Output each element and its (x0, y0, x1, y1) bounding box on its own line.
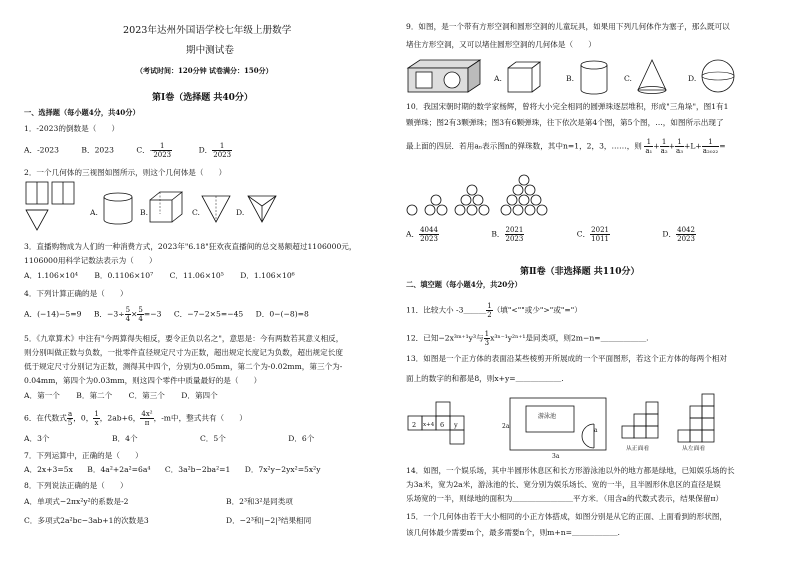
q2-three-views (24, 180, 84, 240)
question-14-line3: 乐场宽的一半，则绿地的面积为＿＿＿＿＿＿＿＿平方米．（用含a的代数式表示，结果保留π） (406, 494, 724, 503)
part1-heading: 第Ⅰ卷（选择题 共40分） (152, 93, 253, 103)
exam-subtitle: 期中测试卷 (186, 45, 234, 56)
q5-options: A．第一个 B．第二个 C．第三个 D．第四个 (24, 391, 218, 400)
question-15-line2: 该几何体最少需要m个，最多需要n个，则m+n=＿＿＿＿＿＿. (406, 528, 620, 537)
exam-info: （考试时间：120分钟 试卷满分：150分） (136, 66, 273, 75)
cube-icon (506, 60, 546, 94)
q13-cube-net (406, 398, 496, 452)
q8-option-a: A．单项式−2πx²y²的系数是-2 (24, 497, 129, 506)
question-12: 12．已知−2x³ᵐ⁺¹y³与 $\frac{1}{3}$ x³ⁿ⁻¹y²ⁿ⁺¹是同类项，则2m−n=＿＿＿＿＿＿. (406, 330, 649, 347)
q9-option-a: A. (494, 74, 502, 83)
q2-option-c: C. (192, 208, 200, 217)
q1-options: A．-2023 B．2023 C．- $\frac{1}{2023}$ D． $\frac{1}{2023}$ (24, 142, 232, 159)
question-1: 1．-2023的倒数是（ ） (24, 124, 120, 133)
dim-2a: 2a (502, 423, 510, 430)
q2-option-d: D. (236, 208, 245, 217)
pool-label: 游泳池 (538, 413, 557, 420)
question-13-line1: 13．如图是一个正方体的表面沿某些棱剪开所展成的一个平面图形，若这个正方体的每两个相对 (406, 354, 728, 363)
q10-options: A． $\frac{4044}{2023}$ B． $\frac{2021}{2023}$ C． $\frac{2021}{1011}$ D． $\frac{4042}{2023}$ (406, 226, 695, 243)
question-14-line1: 14．如图，一个娱乐场，其中半圆形休息区和长方形游泳池以外的地方都是绿地，已知娱乐场的长 (406, 466, 735, 475)
net-cell-y: y (454, 421, 458, 429)
question-3-line2: 1106000用科学记数法表示为（ ） (24, 256, 157, 265)
question-5-line4: 0.04mm，第四个为0.03mm，则这四个零件中质量最好的是（ ） (24, 376, 262, 385)
cylinder-icon (578, 60, 614, 96)
question-15-line1: 15．一个几何体由若干大小相同的小正方体搭成，如图分别是从它的正面、上面看到的形状图， (406, 512, 728, 521)
exam-title: 2023年达州外国语学校七年级上册数学 (123, 25, 292, 36)
question-5-line3: 低于规定尺寸分别记为正数，测得其中四个，分别为0.05mm，第二个为-0.02mm，第三个为- (24, 362, 343, 371)
cylinder-icon (100, 192, 136, 228)
prism-icon (200, 192, 236, 228)
q2-option-a: A. (90, 208, 98, 217)
question-14-line2: 为3a米，宽为2a米，游泳池的长、宽分别为娱乐场长、宽的一半，且半圆形休息区的直径是娱 (406, 480, 721, 489)
question-11: 11．比较大小 -3＿＿＿ $\frac{1}{2}$ （填"<""或少">"或"="） (406, 302, 582, 319)
part2-heading: 第Ⅱ卷（非选择题 共110分） (520, 267, 640, 277)
q15-front-view (620, 396, 664, 444)
dim-3a: 3a (552, 453, 560, 460)
q9-option-d: D. (688, 74, 697, 83)
sphere-icon (700, 58, 738, 96)
q8-option-b: B．2³和3²是同类项 (226, 497, 293, 506)
section2-heading: 二、填空题（每小题4分，共20分） (406, 280, 522, 289)
cone-icon (636, 58, 672, 96)
question-4: 4．下列计算正确的是（ ） (24, 289, 128, 298)
q4-options: A．(−14)−5=9 B．−3÷ $\frac{5}{4}$ × $\frac{5}{4}$ =−3 C．−7−2×5=−45 D．0−(−8)=8 (24, 306, 309, 323)
q9-option-b: B. (566, 74, 574, 83)
net-cell-6: 6 (440, 421, 445, 429)
cube-icon (148, 190, 188, 226)
dim-a: a (594, 427, 598, 434)
question-13-line2: 面上的数字的和都是8，则x+y=＿＿＿＿＿＿. (406, 374, 564, 383)
question-8: 8．下列说法正确的是（ ） (24, 481, 128, 490)
q15-top-view (676, 392, 720, 444)
q9-option-c: C. (624, 74, 632, 83)
question-3-line1: 3．直播购物成为人们的一种消费方式，2023年"6.18"狂欢夜直播间的总交易额超过1106000元， (24, 242, 357, 251)
section1-heading: 一、选择题（每小题4分，共40分） (24, 108, 140, 117)
question-9-line1: 9．如图，是一个带有方形空洞和圆形空洞的儿童玩具，如果用下列几何体作为塞子，那么既可以 (406, 22, 730, 31)
q3-options: A．1.106×10⁴ B．0.1106×10⁷ C．11.06×10⁵ D．1.106×10⁶ (24, 271, 295, 280)
q8-option-c: C．多项式2a²bc−3ab+1的次数是3 (24, 516, 149, 525)
question-5-line2: 则分别叫做正数与负数，一批零件直径规定尺寸为正数，超出规定长度记为负数，超出规定长度 (24, 348, 343, 357)
question-10-line2: 颗弹珠；图2有3颗弹珠；图3有6颗弹珠，往下依次是第4个图，第5个图，…，如图所示出现了 (406, 118, 724, 127)
q8-option-d: D．−2³和|−2|³结果相同 (226, 516, 312, 525)
net-cell-x4: x+4 (423, 422, 435, 428)
question-10-line3: 最上面的四层．若用aₙ表示图n的弹珠数，其中n=1，2，3，……，则 $\frac{1}{\text{a₁}}$ + $\frac{1}{\text{a₂}}$ + $\frac{1}{\text{a₃}}$ +L+ $\frac{1}{\text{a₂₀₂₂}}$ = (406, 138, 726, 155)
q2-option-b: B. (140, 208, 148, 217)
question-2: 2．一个几何体的三视图如图所示，则这个几何体是（ ） (24, 168, 227, 177)
question-10-line1: 10．我国宋朝时期的数学家杨辉，曾将大小完全相同的圆弹珠逐层堆积，形成"三角垛"，图1有1 (406, 102, 729, 111)
question-6: 6．在代数式 $\frac{a}{5}$ ，0， $\frac{1}{x}$ ，2ab+6， $\frac{\text{4x²}}{\pi}$ ，-m中，整式共有（ ） (24, 410, 247, 427)
net-cell-2: 2 (412, 421, 417, 429)
top-view-label: 从左面看 (682, 446, 706, 452)
front-view-label: 从正面看 (626, 446, 650, 452)
question-7: 7．下列运算中，正确的是（ ） (24, 451, 143, 460)
q10-triangle-stack (406, 172, 566, 218)
pyramid-icon (246, 192, 282, 228)
question-5-line1: 5．《九章算术》中注有"今两算得失相反，要令正负以名之"，意思是：今有两数若其意义相反， (24, 334, 344, 343)
q6-options: A．3个 B．4个 C．5个 D．6个 (24, 434, 315, 443)
q9-toy-figure (406, 58, 486, 94)
question-9-line2: 堵住方形空洞，又可以堵住圆形空洞的几何体是（ ） (406, 40, 596, 49)
q7-options: A．2x+3=5x B．4a²+2a²=6a⁴ C．3a²b−2ba²=1 D．7x²y−2yx²=5x²y (24, 465, 321, 474)
